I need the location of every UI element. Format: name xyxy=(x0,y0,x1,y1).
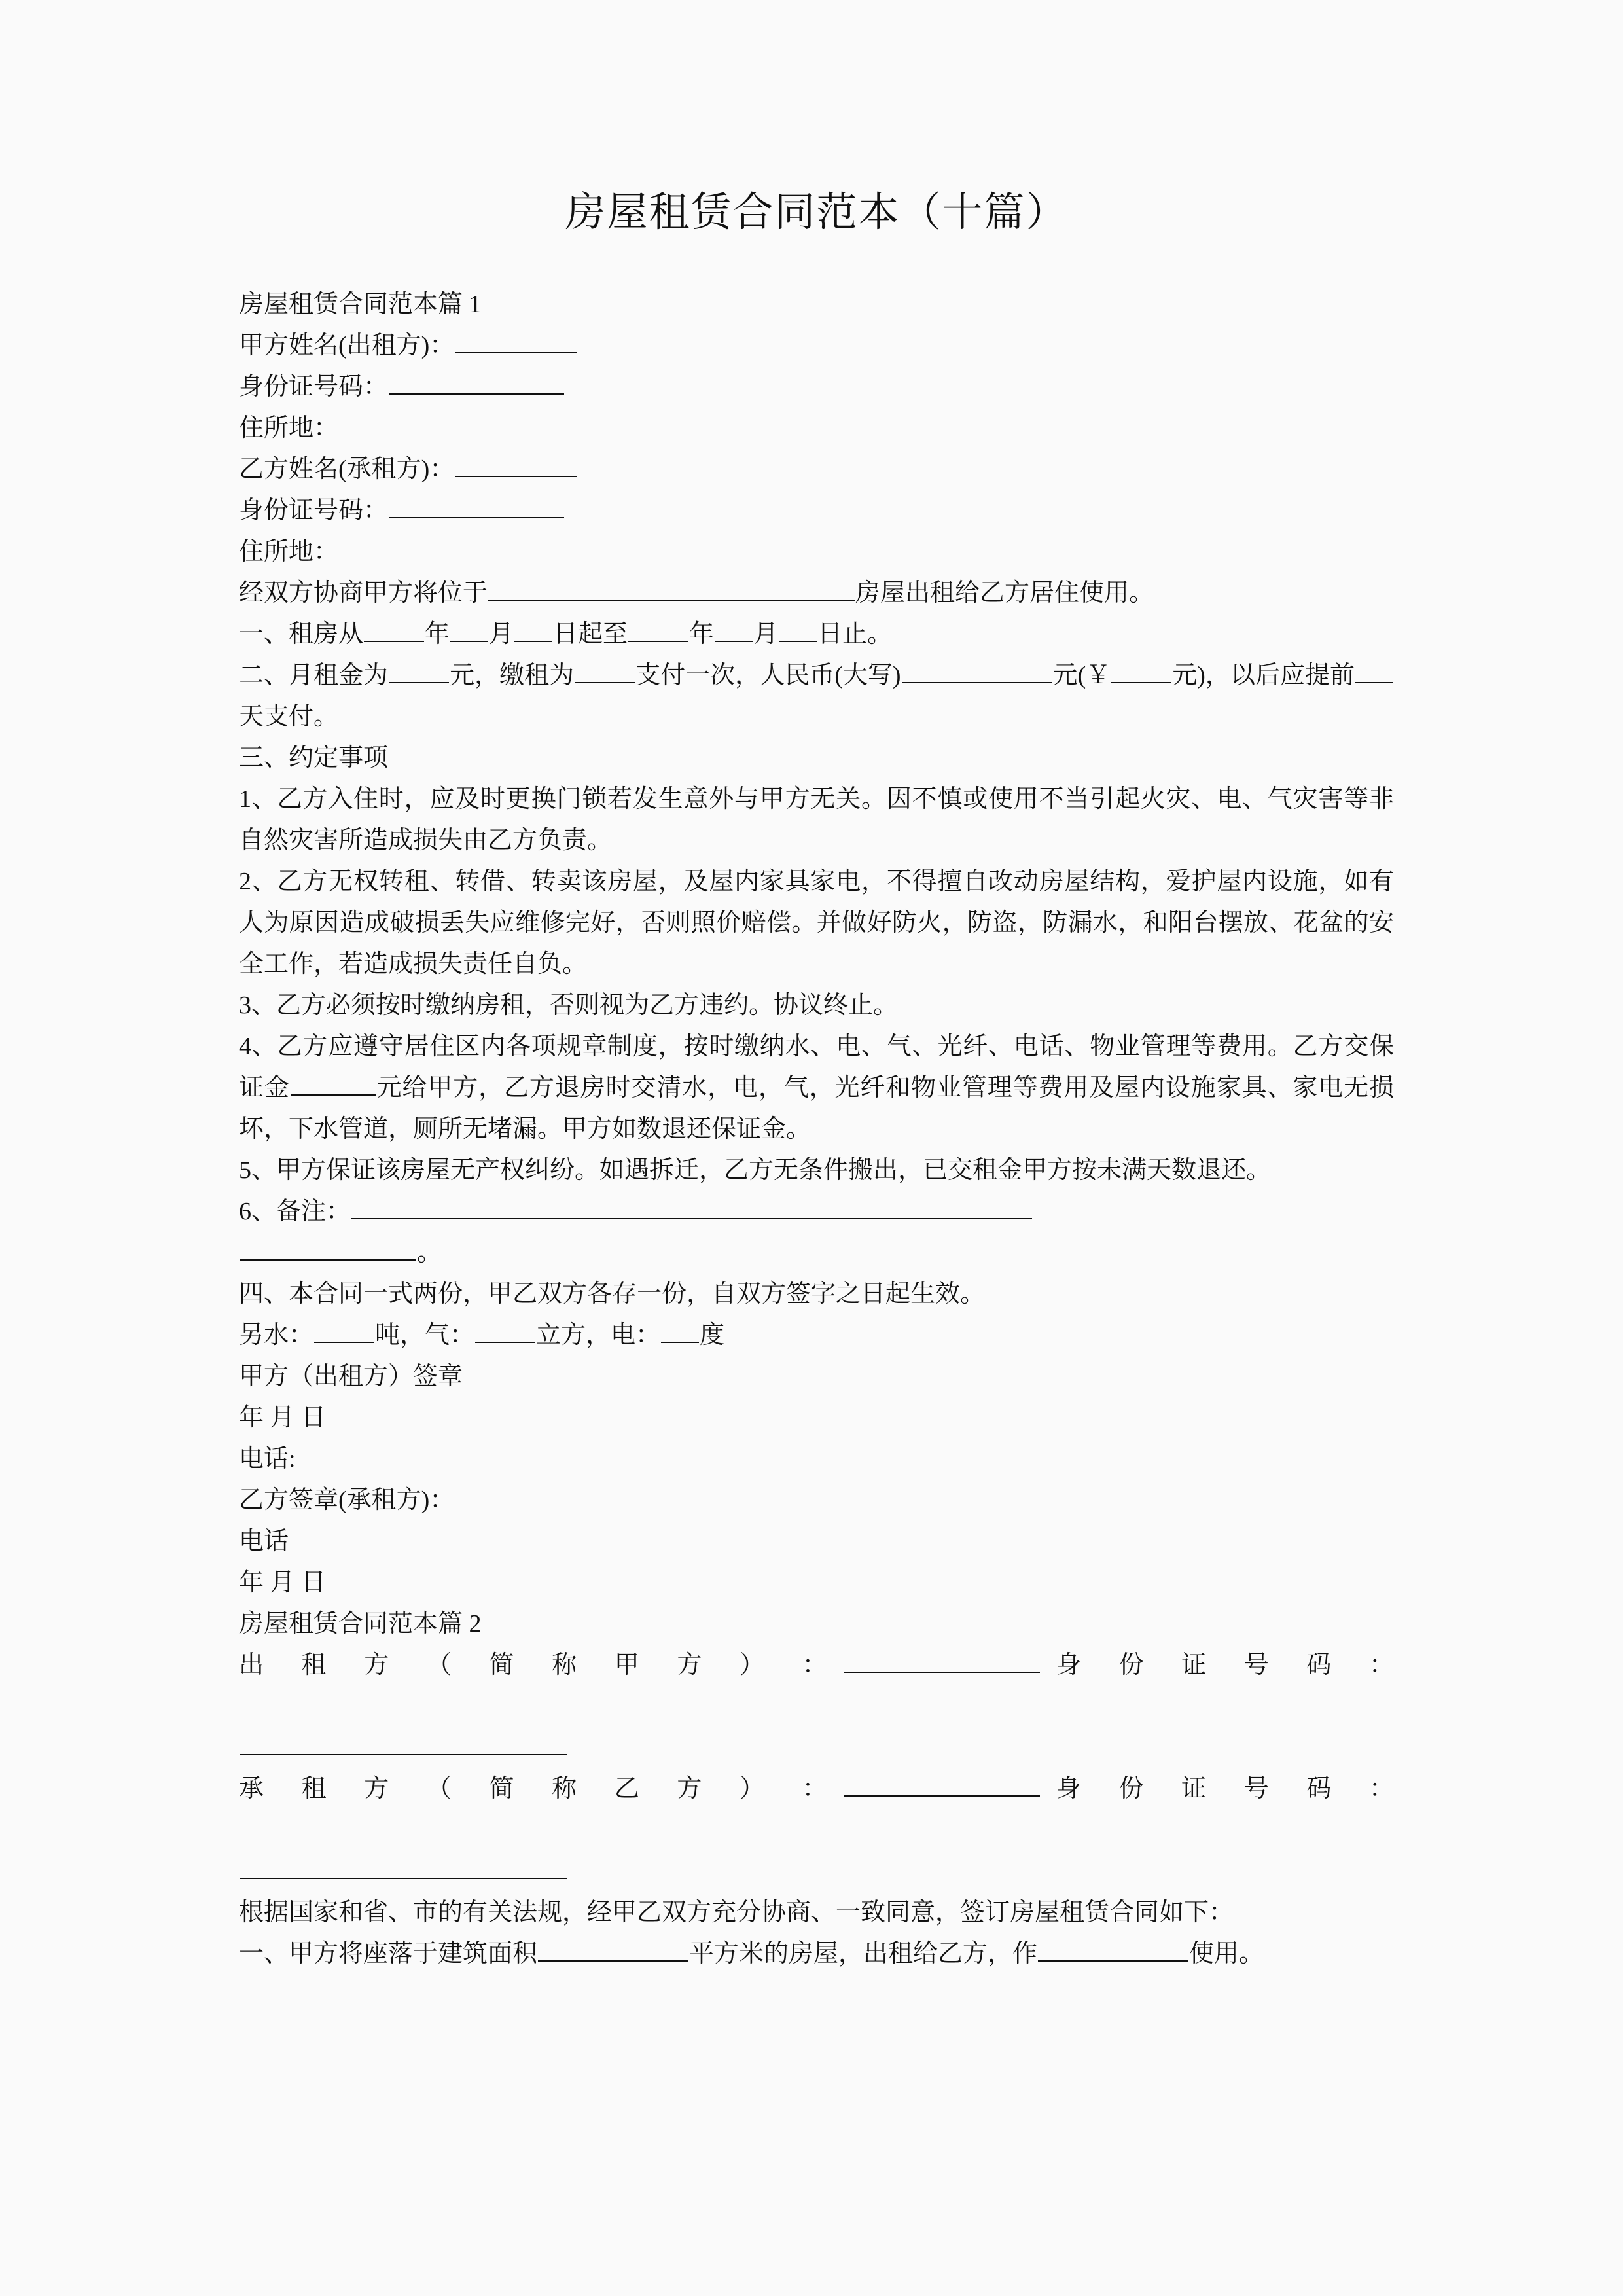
lease-term-f: 月 xyxy=(753,620,779,649)
landlord-name-line xyxy=(239,325,1394,367)
rent-in-figures-blank[interactable] xyxy=(1111,660,1171,683)
landlord-id-line xyxy=(239,367,1394,408)
tenant-signature-label: 乙方签章(承租方)： xyxy=(239,1486,455,1515)
clause-6-period: 。 xyxy=(417,1239,442,1267)
article-one-b: 平方米的房屋，出租给乙方，作 xyxy=(689,1940,1038,1968)
lease-start-day-blank[interactable] xyxy=(514,619,552,642)
lessor-id-label: 身 份 证 号 码 ： xyxy=(1040,1651,1394,1679)
clause-6-remarks-continued xyxy=(239,1232,1394,1274)
rent-e: 元)，以后应提前 xyxy=(1172,662,1355,690)
clause-4-a: 4、乙方应遵守居住区内各项规章制度，按时缴纳水、电、气、光纤、电话、物业管理等费用。乙方交保证金 xyxy=(239,1033,1394,1102)
landlord-name-blank[interactable] xyxy=(455,330,577,353)
property-location-blank[interactable] xyxy=(488,577,855,601)
lessor-id-continued-line xyxy=(239,1727,1394,1768)
lessee-id-continued-line xyxy=(239,1851,1394,1892)
document-content xyxy=(239,0,1394,1975)
lease-end-day-blank[interactable] xyxy=(779,619,817,642)
remarks-blank-1[interactable] xyxy=(351,1196,1032,1219)
clause-4-b: 元给甲方，乙方退房时交清水，电，气，光纤和物业管理等费用及屋内设施家具、家电无损坏，下水管道，厕所无堵漏。甲方如数退还保证金。 xyxy=(239,1074,1394,1143)
lease-term-d: 日起至 xyxy=(553,620,628,649)
lease-term-a: 一、租房从 xyxy=(239,620,364,649)
section-heading-2: 房屋租赁合同范本篇 2 xyxy=(239,1610,482,1638)
tenant-name-label: 乙方姓名(承租方)： xyxy=(239,456,455,484)
lessee-id-label: 身 份 证 号 码 ： xyxy=(1040,1775,1394,1803)
tenant-id-label: 身份证号码： xyxy=(239,497,389,525)
lessor-label: 出 租 方 （ 简 称 甲 方 ） ： xyxy=(239,1651,843,1679)
clause-5: 5、甲方保证该房屋无产权纠纷。如遇拆迁，乙方无条件搬出，已交租金甲方按未满天数退还。 xyxy=(239,1157,1272,1185)
rent-c: 支付一次，人民币(大写) xyxy=(635,662,901,690)
property-location-line xyxy=(239,573,1394,614)
utilities-a: 另水： xyxy=(239,1321,314,1350)
article-one-line xyxy=(239,1933,1394,1975)
landlord-phone-label: 电话: xyxy=(239,1445,296,1473)
tenant-phone-label: 电话 xyxy=(239,1528,289,1556)
tenant-id-blank[interactable] xyxy=(389,495,564,518)
lessee-id-blank[interactable] xyxy=(240,1856,567,1879)
rent-in-words-blank[interactable] xyxy=(902,660,1052,683)
lease-term-e: 年 xyxy=(689,620,715,649)
lessor-party-line xyxy=(239,1645,1394,1727)
tenant-id-line xyxy=(239,490,1394,531)
landlord-address-line xyxy=(239,408,1394,449)
lease-start-year-blank[interactable] xyxy=(364,619,424,642)
tenant-address-line xyxy=(239,531,1394,573)
gas-reading-blank[interactable] xyxy=(475,1319,535,1343)
building-area-blank[interactable] xyxy=(538,1938,688,1962)
usage-purpose-blank[interactable] xyxy=(1038,1938,1188,1962)
utilities-c: 立方，电： xyxy=(536,1321,661,1350)
preamble-paragraph: 根据国家和省、市的有关法规，经甲乙双方充分协商、一致同意，签订房屋租赁合同如下： xyxy=(239,1899,1234,1927)
rent-amount-line xyxy=(239,655,1394,738)
rent-f: 天支付。 xyxy=(239,703,339,731)
remarks-blank-2[interactable] xyxy=(240,1237,416,1261)
utilities-b: 吨，气： xyxy=(375,1321,475,1350)
lessee-label: 承 租 方 （ 简 称 乙 方 ） ： xyxy=(239,1775,843,1803)
utilities-readings-line xyxy=(239,1315,1394,1356)
lessee-party-line xyxy=(239,1768,1394,1851)
property-location-suffix: 房屋出租给乙方居住使用。 xyxy=(855,579,1154,607)
contract-body xyxy=(239,284,1394,1975)
landlord-address-label: 住所地： xyxy=(239,414,339,442)
article-one-a: 一、甲方将座落于建筑面积 xyxy=(239,1940,538,1968)
tenant-signature-date: 年 月 日 xyxy=(239,1569,327,1597)
lessor-name-blank[interactable] xyxy=(844,1649,1040,1673)
article-one-c: 使用。 xyxy=(1189,1940,1264,1968)
page-title: 房屋租赁合同范本（十篇） xyxy=(565,190,1068,235)
lease-term-line xyxy=(239,614,1394,655)
payment-cycle-blank[interactable] xyxy=(575,660,635,683)
landlord-name-label: 甲方姓名(出租方)： xyxy=(239,332,455,360)
clause-6-remarks xyxy=(239,1191,1394,1232)
utilities-d: 度 xyxy=(700,1321,725,1350)
landlord-signature-label: 甲方（出租方）签章 xyxy=(239,1363,463,1391)
rent-b: 元，缴租为 xyxy=(450,662,575,690)
tenant-name-line xyxy=(239,449,1394,490)
landlord-signature-date: 年 月 日 xyxy=(239,1404,327,1432)
clause-4 xyxy=(239,1026,1394,1150)
landlord-id-label: 身份证号码： xyxy=(239,373,389,401)
clause-6-label: 6、备注： xyxy=(239,1198,351,1226)
lessee-name-blank[interactable] xyxy=(844,1773,1040,1797)
clause-1: 1、乙方入住时，应及时更换门锁若发生意外与甲方无关。因不慎或使用不当引起火灾、电、气灾害等非自然灾害所造成损失由乙方负责。 xyxy=(239,785,1394,855)
advance-days-blank[interactable] xyxy=(1355,660,1393,683)
rent-a: 二、月租金为 xyxy=(239,662,389,690)
monthly-rent-blank[interactable] xyxy=(389,660,449,683)
water-reading-blank[interactable] xyxy=(314,1319,374,1343)
rent-d: 元(￥ xyxy=(1052,662,1111,690)
agreed-matters-heading: 三、约定事项 xyxy=(239,744,389,772)
tenant-address-label: 住所地： xyxy=(239,538,339,566)
clause-four-copies: 四、本合同一式两份，甲乙双方各存一份，自双方签字之日起生效。 xyxy=(239,1280,986,1308)
electricity-reading-blank[interactable] xyxy=(661,1319,699,1343)
property-location-prefix: 经双方协商甲方将位于 xyxy=(239,579,488,607)
lease-term-g: 日止。 xyxy=(817,620,893,649)
deposit-amount-blank[interactable] xyxy=(291,1072,376,1096)
lessor-id-blank[interactable] xyxy=(240,1732,567,1755)
clause-2: 2、乙方无权转租、转借、转卖该房屋，及屋内家具家电，不得擅自改动房屋结构，爱护屋内设施，如有人为原因造成破损丢失应维修完好，否则照价赔偿。并做好防火，防盗，防漏水，和阳台摆放、花盆的安全工作，若造成损失责任自负。 xyxy=(239,868,1394,978)
lease-end-year-blank[interactable] xyxy=(628,619,688,642)
lease-term-b: 年 xyxy=(425,620,450,649)
lease-term-c: 月 xyxy=(489,620,514,649)
tenant-name-blank[interactable] xyxy=(455,454,577,477)
lease-start-month-blank[interactable] xyxy=(450,619,488,642)
lease-end-month-blank[interactable] xyxy=(715,619,753,642)
section-heading-1: 房屋租赁合同范本篇 1 xyxy=(239,291,482,319)
landlord-id-blank[interactable] xyxy=(389,371,564,395)
clause-3: 3、乙方必须按时缴纳房租，否则视为乙方违约。协议终止。 xyxy=(239,992,899,1020)
